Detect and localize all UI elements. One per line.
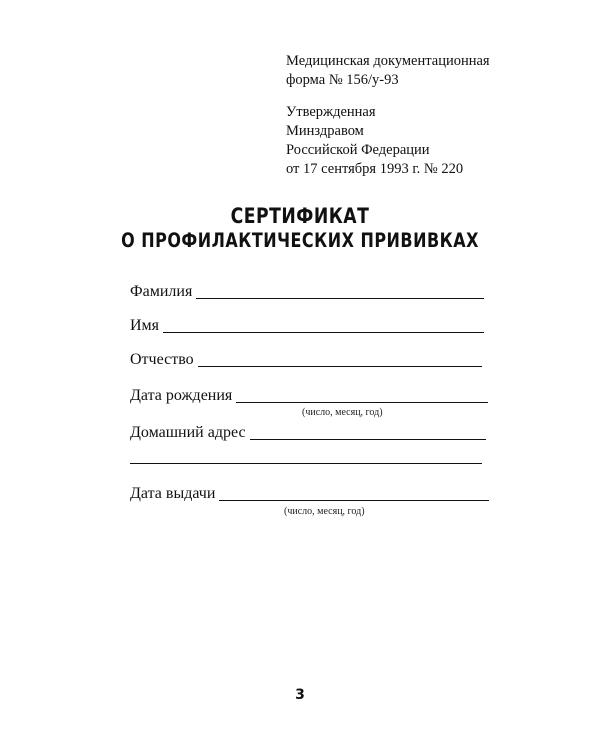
surname-input[interactable] [196, 280, 484, 299]
form-number-text: форма № 156/у-93 [286, 72, 399, 88]
birth-date-input[interactable] [236, 384, 488, 403]
issue-date-input[interactable] [219, 482, 489, 501]
issue-date-label: Дата выдачи [130, 485, 216, 502]
name-label: Имя [130, 317, 160, 334]
certificate-subtitle: О ПРОФИЛАКТИЧЕСКИХ ПРИВИВКАХ [121, 229, 479, 252]
surname-field [130, 280, 484, 302]
birth-date-field [130, 384, 488, 406]
address-label: Домашний адрес [130, 424, 246, 441]
address-field [130, 421, 486, 443]
page-number: 3 [295, 687, 305, 703]
name-input[interactable] [163, 314, 484, 333]
patronymic-field [130, 348, 482, 370]
approved-text: Утвержденная [286, 104, 376, 120]
birth-date-hint: (число, месяц, год) [302, 407, 383, 418]
surname-label: Фамилия [130, 283, 193, 300]
patronymic-input[interactable] [198, 348, 482, 367]
approval-date-text: от 17 сентября 1993 г. № 220 [286, 161, 464, 177]
issue-date-hint: (число, месяц, год) [284, 506, 365, 517]
address-input-line-2[interactable] [130, 463, 482, 464]
form-type-text: Медицинская документационная [286, 53, 490, 69]
approval-block [286, 52, 526, 179]
issue-date-field [130, 482, 489, 504]
ministry-text: Минздравом [286, 123, 364, 139]
address-input[interactable] [250, 421, 486, 440]
certificate-title: СЕРТИФИКАТ [230, 204, 370, 228]
birth-date-label: Дата рождения [130, 387, 233, 404]
country-text: Российской Федерации [286, 142, 430, 158]
name-field [130, 314, 484, 336]
patronymic-label: Отчество [130, 351, 194, 368]
